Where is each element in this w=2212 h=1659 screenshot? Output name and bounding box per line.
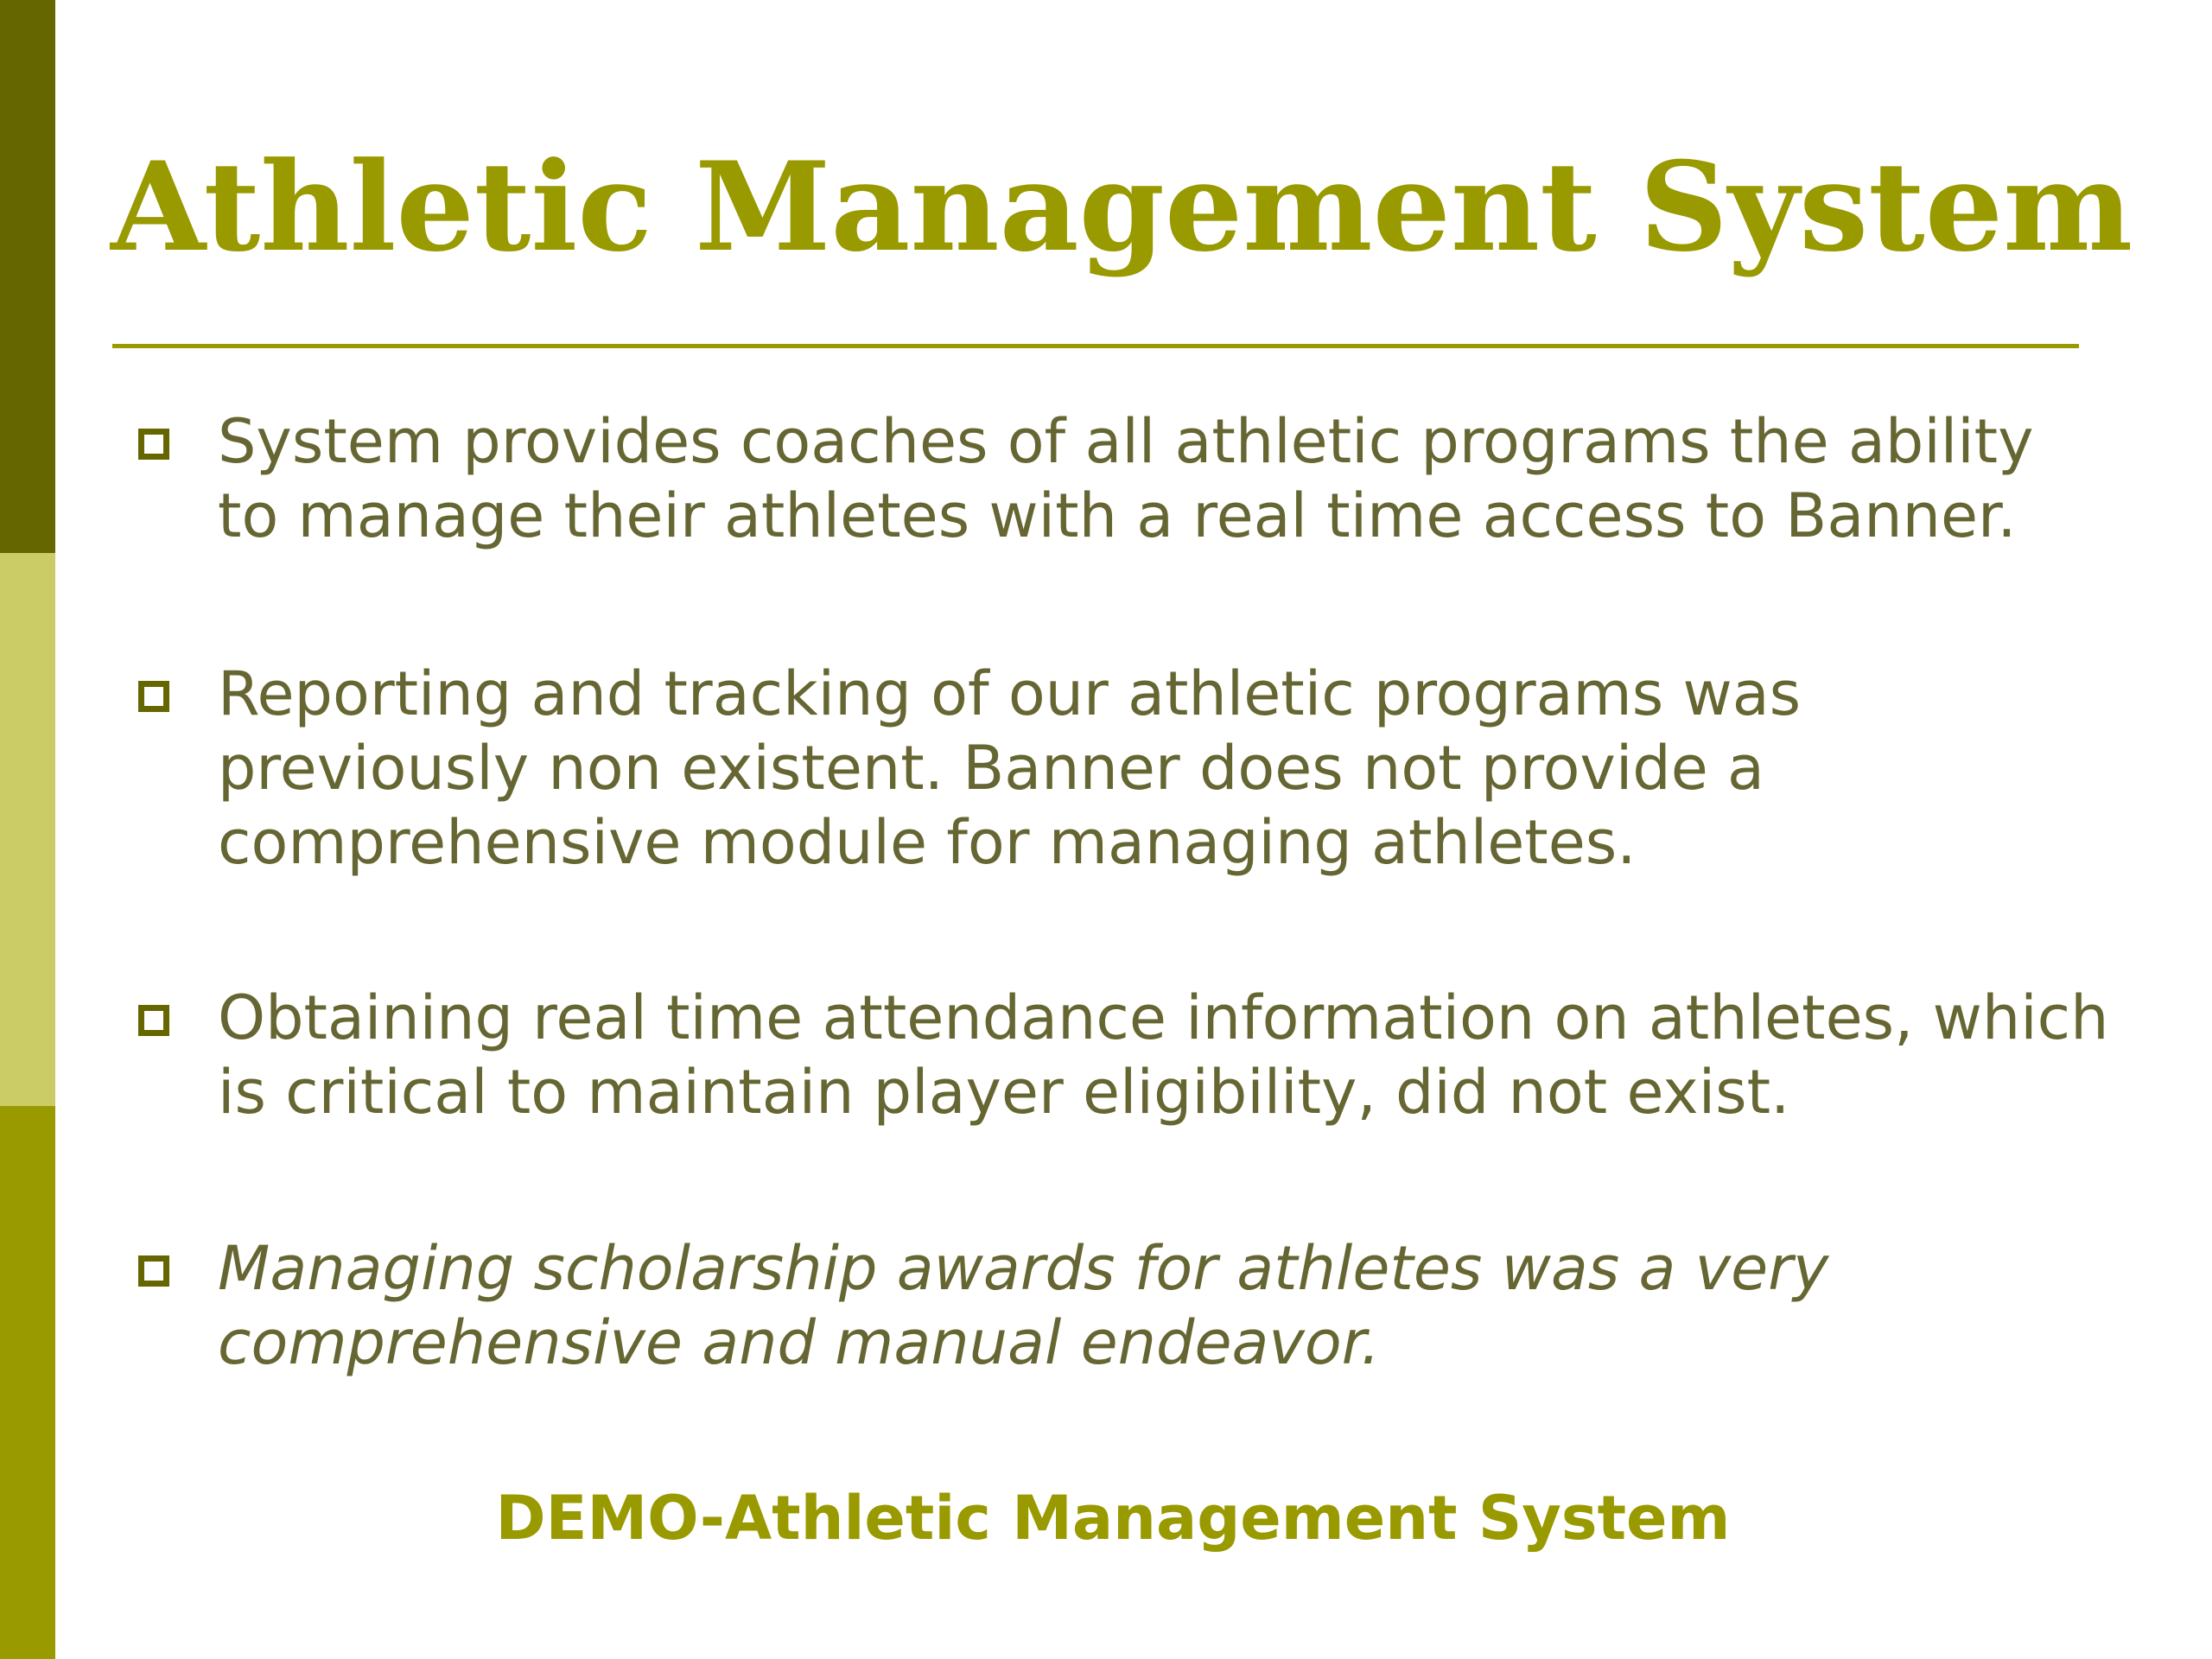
bullet-text: Reporting and tracking of our athletic programs was previously non existent. Banner does not provide a comprehensive module for managing athletes. [218,658,1802,878]
bullet-text: Obtaining real time attendance information on athletes, which is critical to maintain player eligibility, did not exist. [218,982,2109,1128]
square-bullet-icon [138,429,169,460]
demo-link[interactable]: DEMO-Athletic Management System [495,1483,1731,1554]
slide-title: Athletic Management System [111,136,2133,279]
bullet-text: Managing scholarship awards for athletes was a very comprehensive and manual endeavor. [218,1233,1829,1378]
title-divider [112,344,2079,348]
square-bullet-icon [138,1255,169,1287]
side-bar-middle [0,553,55,1106]
square-bullet-icon [138,1005,169,1036]
side-bar-top [0,0,55,553]
bullet-text: System provides coaches of all athletic programs the ability to manage their athletes with a real time access to Banner. [218,406,2034,551]
square-bullet-icon [138,681,169,712]
side-bar-bottom [0,1106,55,1659]
